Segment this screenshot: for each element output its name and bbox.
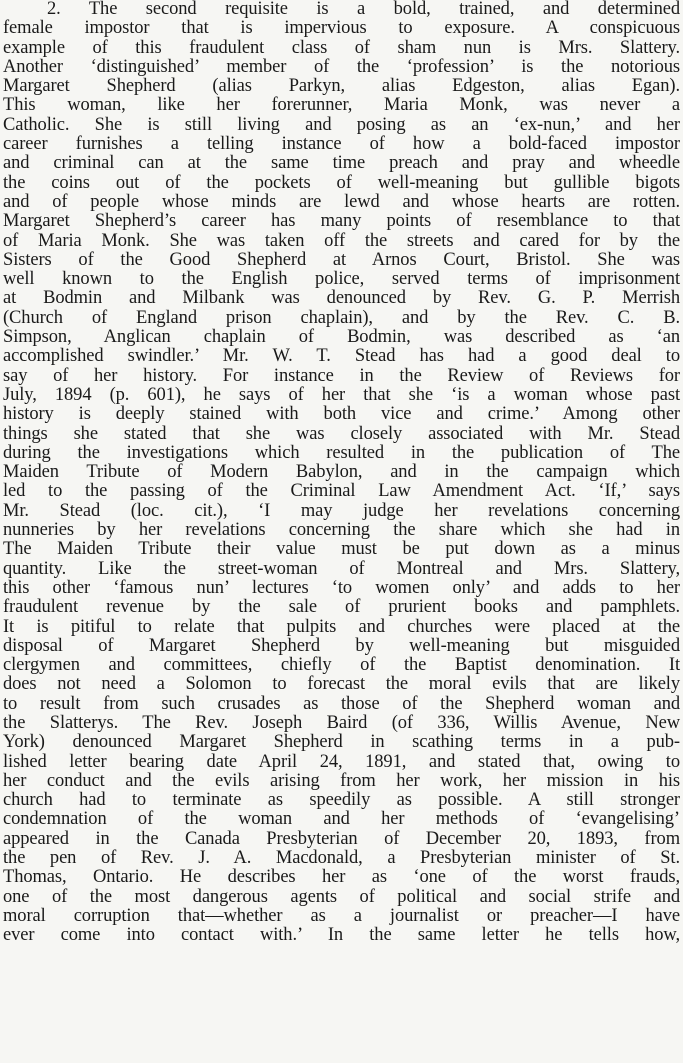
text-line: and of people whose minds are lewd and whose hearts are rotten. — [3, 191, 680, 212]
text-line: disposal of Margaret Shepherd by well-meaning but misguided — [3, 635, 680, 656]
text-line: Maiden Tribute of Modern Babylon, and in the campaign which — [3, 462, 680, 483]
text-line: to result from such crusades as those of the Shepherd woman and — [3, 693, 680, 714]
text-line: her conduct and the evils arising from her work, her mission in his — [3, 770, 680, 791]
text-line: career furnishes a telling instance of how a bold-faced impostor — [3, 134, 680, 155]
text-line: Another ‘distinguished’ member of the ‘profession’ is the notorious — [3, 56, 680, 77]
text-line: Simpson, Anglican chaplain of Bodmin, was described as ‘an — [3, 327, 680, 348]
text-line: condemnation of the woman and her methods of ‘evangelising’ — [3, 809, 680, 830]
text-line: the Slatterys. The Rev. Joseph Baird (of 336, Willis Avenue, New — [3, 712, 680, 733]
text-line: Mr. Stead (loc. cit.), ‘I may judge her revelations concerning — [3, 500, 680, 521]
text-line: The Maiden Tribute their value must be put down as a minus — [3, 539, 680, 560]
text-line: example of this fraudulent class of sham nun is Mrs. Slattery. — [3, 37, 680, 58]
text-line: at Bodmin and Milbank was denounced by Rev. G. P. Merrish — [3, 288, 680, 309]
text-line: say of her history. For instance in the Review of Reviews for — [3, 365, 680, 386]
text-line: quantity. Like the street-woman of Montreal and Mrs. Slattery, — [3, 558, 680, 579]
text-line: well known to the English police, served terms of imprisonment — [3, 269, 680, 290]
text-line: Margaret Shepherd’s career has many points of resemblance to that — [3, 211, 680, 232]
text-line: Margaret Shepherd (alias Parkyn, alias Edgeston, alias Egan). — [3, 76, 680, 97]
text-line: fraudulent revenue by the sale of prurient books and pamphlets. — [3, 597, 680, 618]
text-line: female impostor that is impervious to exposure. A conspicuous — [3, 18, 680, 39]
text-line: things she stated that she was closely associated with Mr. Stead — [3, 423, 680, 444]
text-line: This woman, like her forerunner, Maria Monk, was never a — [3, 95, 680, 116]
text-line: the pen of Rev. J. A. Macdonald, a Presbyterian minister of St. — [3, 848, 680, 869]
text-line: lished letter bearing date April 24, 1891, and stated that, owing to — [3, 751, 680, 772]
text-line: 2. The second requisite is a bold, trained, and determined — [47, 0, 680, 19]
text-line: this other ‘famous nun’ lectures ‘to women only’ and adds to her — [3, 577, 680, 598]
text-line: one of the most dangerous agents of political and social strife and — [3, 886, 680, 907]
text-line: July, 1894 (p. 601), he says of her that she ‘is a woman whose past — [3, 384, 680, 405]
text-line: (Church of England prison chaplain), and by the Rev. C. B. — [3, 307, 680, 328]
text-line: York) denounced Margaret Shepherd in scathing terms in a pub- — [3, 732, 680, 753]
text-line: moral corruption that—whether as a journalist or preacher—I have — [3, 905, 680, 926]
text-line: ever come into contact with.’ In the same letter he tells how, — [3, 925, 680, 946]
text-line: during the investigations which resulted in the publication of The — [3, 442, 680, 463]
text-line: led to the passing of the Criminal Law Amendment Act. ‘If,’ says — [3, 481, 680, 502]
text-line: Catholic. She is still living and posing as an ‘ex-nun,’ and her — [3, 114, 680, 135]
text-line: history is deeply stained with both vice and crime.’ Among other — [3, 404, 680, 425]
text-line: church had to terminate as speedily as possible. A still stronger — [3, 790, 680, 811]
text-line: does not need a Solomon to forecast the moral evils that are likely — [3, 674, 680, 695]
text-line: clergymen and committees, chiefly of the Baptist denomination. It — [3, 655, 680, 676]
text-line: accomplished swindler.’ Mr. W. T. Stead has had a good deal to — [3, 346, 680, 367]
text-line: Thomas, Ontario. He describes her as ‘one of the worst frauds, — [3, 867, 680, 888]
text-line: and criminal can at the same time preach and pray and wheedle — [3, 153, 680, 174]
text-line: the coins out of the pockets of well-meaning but gullible bigots — [3, 172, 680, 193]
text-line: appeared in the Canada Presbyterian of December 20, 1893, from — [3, 828, 680, 849]
text-line: of Maria Monk. She was taken off the streets and cared for by the — [3, 230, 680, 251]
text-line: nunneries by her revelations concerning the share which she had in — [3, 520, 680, 541]
text-line: Sisters of the Good Shepherd at Arnos Court, Bristol. She was — [3, 249, 680, 270]
text-line: It is pitiful to relate that pulpits and churches were placed at the — [3, 616, 680, 637]
